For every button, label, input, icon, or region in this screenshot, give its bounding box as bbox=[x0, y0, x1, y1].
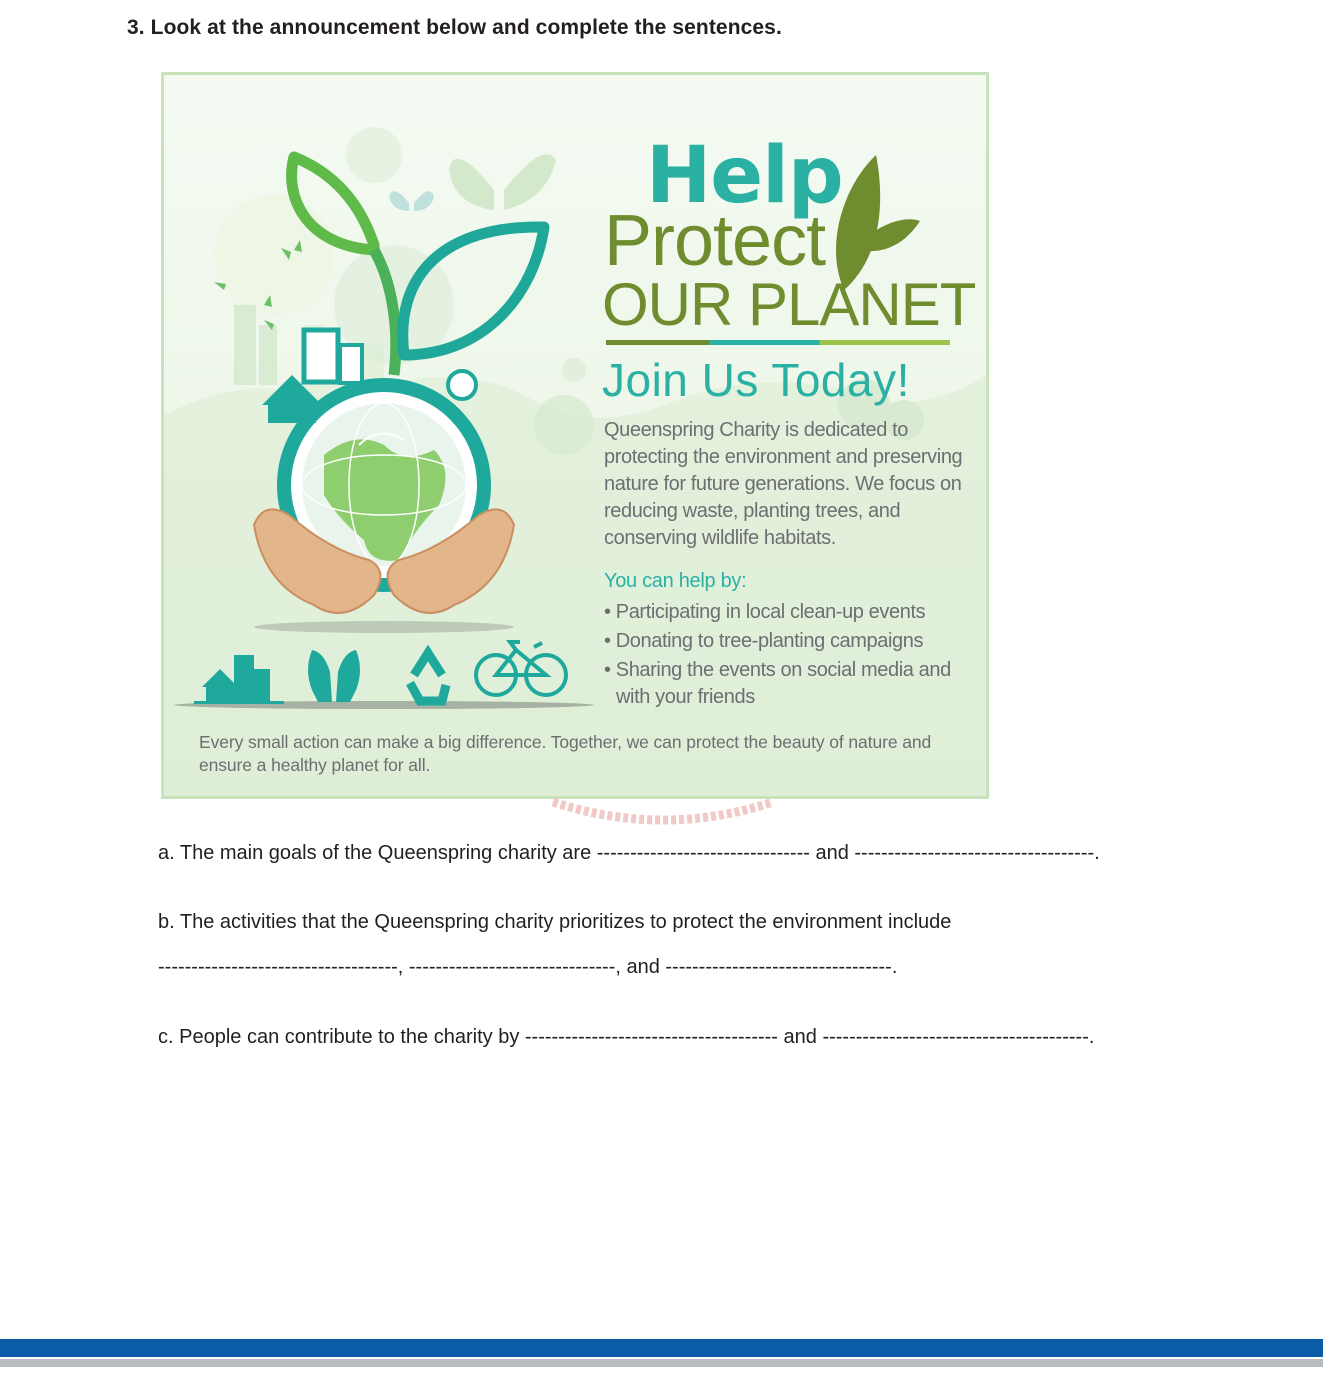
poster-title-protect: Protect bbox=[604, 201, 826, 281]
footer-bar-grey bbox=[0, 1359, 1323, 1367]
sentence-b-line1: b. The activities that the Queenspring charity prioritizes to protect the environment include bbox=[158, 911, 952, 933]
charity-description: Queenspring Charity is dedicated to protecting the environment and preserving nature for future generations. We focus on reducing waste, planting trees, and conserving wildlife habitats. bbox=[604, 419, 963, 549]
sentence-a: a. The main goals of the Queenspring charity are -------------------------------- and ------------------------------------. bbox=[158, 842, 1100, 864]
poster-title-planet: OUR PLANET bbox=[602, 271, 976, 338]
poster-footer: Every small action can make a big difference. Together, we can protect the beauty of nature and ensure a healthy planet for all. bbox=[199, 732, 932, 775]
help-item: • Donating to tree-planting campaigns bbox=[604, 628, 964, 655]
footer-bar-blue bbox=[0, 1339, 1323, 1357]
help-heading: You can help by: bbox=[604, 570, 747, 592]
poster-title-help: Help bbox=[646, 131, 843, 221]
title-divider bbox=[606, 340, 950, 345]
help-item: • Participating in local clean-up events bbox=[604, 599, 964, 626]
question-heading: 3. Look at the announcement below and complete the sentences. bbox=[127, 16, 782, 39]
stamp-mark bbox=[548, 798, 778, 828]
help-list bbox=[604, 599, 964, 713]
sentence-c: c. People can contribute to the charity by -------------------------------------- and ----------------------------------------. bbox=[158, 1026, 1095, 1048]
sentence-b-line2: ------------------------------------, -------------------------------, and ----------------------------------. bbox=[158, 956, 898, 978]
help-item: • Sharing the events on social media and with your friends bbox=[604, 657, 964, 711]
butterfly-icon bbox=[449, 154, 556, 210]
join-heading: Join Us Today! bbox=[602, 354, 910, 406]
leaf-icon bbox=[836, 155, 920, 290]
announcement-poster bbox=[161, 72, 989, 799]
